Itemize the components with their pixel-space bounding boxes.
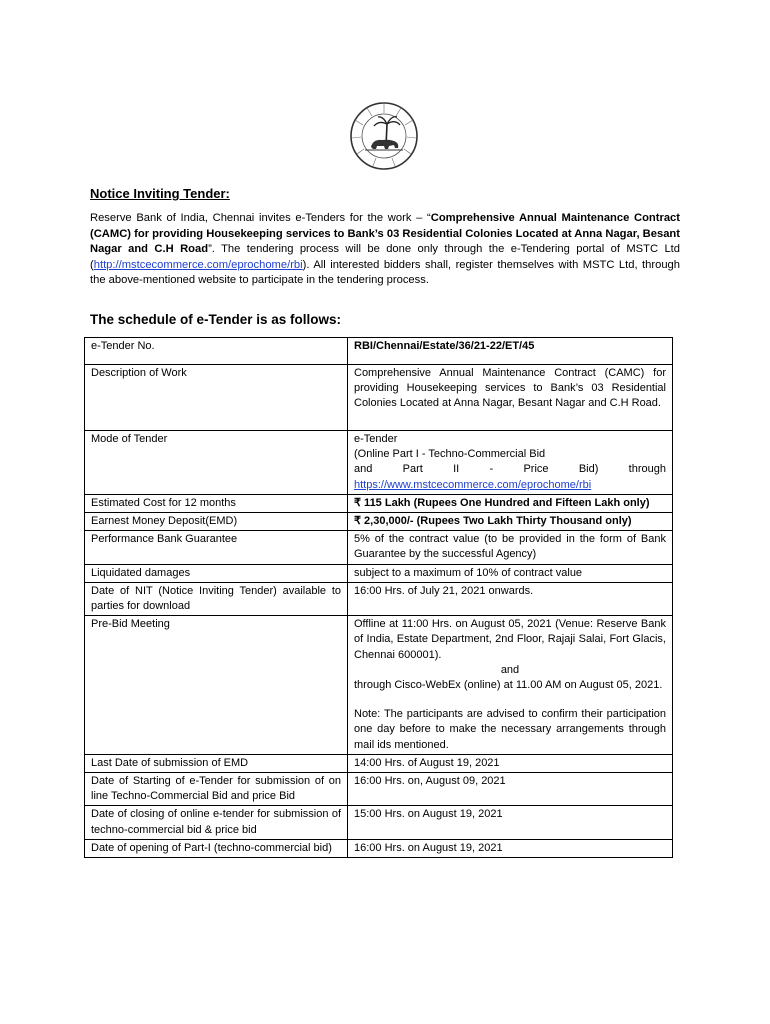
row-value: ₹ 115 Lakh (Rupees One Hundred and Fifteen Lakh only): [348, 494, 673, 512]
schedule-table: [84, 337, 673, 858]
word: Price: [523, 463, 549, 476]
word: II: [453, 463, 460, 476]
table-row: [85, 513, 673, 531]
mstc-link[interactable]: http://mstcecommerce.com/eprochome/rbi: [93, 258, 303, 271]
table-row: [85, 616, 673, 755]
row-key: Date of opening of Part-I (techno-commercial bid): [85, 839, 348, 857]
prebid-and: and: [500, 663, 520, 676]
intro-work-title: Comprehensive Annual Maintenance Contract (CAMC) for providing Housekeeping services to Bank’s 03 Residential Colonies Located at Anna Nagar, Besant Nagar and C.H Road: [90, 212, 681, 256]
mstc-portal-link[interactable]: https://www.mstcecommerce.com/eprochome/rbi: [354, 478, 592, 491]
table-row: [85, 564, 673, 582]
table-row: [85, 365, 673, 431]
row-key: Mode of Tender: [85, 431, 348, 495]
row-key: Description of Work: [85, 365, 348, 431]
mode-line: e-Tender: [354, 433, 398, 445]
word: and: [354, 463, 373, 476]
word: through: [628, 463, 666, 476]
table-row: [85, 839, 673, 857]
row-key: Date of Starting of e-Tender for submission of on line Techno-Commercial Bid and price Bid: [85, 773, 348, 806]
schedule-heading: The schedule of e-Tender is as follows:: [90, 312, 342, 327]
mode-line: [354, 462, 666, 477]
row-key: Date of NIT (Notice Inviting Tender) available to parties for download: [85, 582, 348, 615]
word: Bid): [578, 463, 599, 476]
table-row: [85, 531, 673, 564]
row-key: Performance Bank Guarantee: [85, 531, 348, 564]
prebid-note: Note: The participants are advised to confirm their participation one day before to make the necessary arrangements through mail ids mentioned.: [354, 708, 666, 751]
table-row: [85, 806, 673, 839]
intro-paragraph: [90, 211, 680, 289]
spacer: [354, 693, 666, 707]
row-value: 15:00 Hrs. on August 19, 2021: [348, 806, 673, 839]
row-value: subject to a maximum of 10% of contract value: [348, 564, 673, 582]
row-key: Date of closing of online e-tender for submission of techno-commercial bid & price bid: [85, 806, 348, 839]
row-value: Comprehensive Annual Maintenance Contract (CAMC) for providing Housekeeping services to Bank’s 03 Residential Colonies Located at Anna Nagar, Besant Nagar and C.H Road.: [348, 365, 673, 431]
table-row: [85, 773, 673, 806]
intro-text: ). All interested bidders shall, register themselves with MSTC Ltd, through the above-mentioned website to participate in the tendering process.: [90, 258, 680, 287]
table-row: [85, 338, 673, 365]
row-value: RBI/Chennai/Estate/36/21-22/ET/45: [348, 338, 673, 365]
row-value: 14:00 Hrs. of August 19, 2021: [348, 754, 673, 772]
row-key: Estimated Cost for 12 months: [85, 494, 348, 512]
notice-heading: Notice Inviting Tender:: [90, 186, 230, 201]
intro-text: Reserve Bank of India, Chennai invites e-Tenders for the work – “: [90, 212, 431, 224]
row-value: [348, 616, 673, 755]
row-key: Earnest Money Deposit(EMD): [85, 513, 348, 531]
prebid-offline: Offline at 11:00 Hrs. on August 05, 2021 (Venue: Reserve Bank of India, Estate Department, 2nd Floor, Rajaji Salai, Fort Glacis, Chennai 600001).: [354, 618, 666, 661]
row-value: 16:00 Hrs. of July 21, 2021 onwards.: [348, 582, 673, 615]
table-row: [85, 582, 673, 615]
word: -: [489, 463, 494, 476]
row-value: 16:00 Hrs. on, August 09, 2021: [348, 773, 673, 806]
rbi-seal-logo: [345, 100, 423, 172]
prebid-online: through Cisco-WebEx (online) at 11.00 AM on August 05, 2021.: [354, 679, 663, 692]
row-value: 5% of the contract value (to be provided in the form of Bank Guarantee by the successful Agency): [348, 531, 673, 564]
row-key: e-Tender No.: [85, 338, 348, 365]
table-row: [85, 494, 673, 512]
intro-text: ”. The tendering process will be done only through the e-Tendering portal of MSTC Ltd (: [90, 243, 680, 271]
row-value: [348, 431, 673, 495]
table-row: [85, 754, 673, 772]
row-key: Liquidated damages: [85, 564, 348, 582]
row-key: Pre-Bid Meeting: [85, 616, 348, 755]
row-value: ₹ 2,30,000/- (Rupees Two Lakh Thirty Thousand only): [348, 513, 673, 531]
row-key: Last Date of submission of EMD: [85, 754, 348, 772]
row-value: 16:00 Hrs. on August 19, 2021: [348, 839, 673, 857]
table-row: [85, 431, 673, 495]
word: Part: [402, 463, 423, 476]
mode-line: (Online Part I - Techno-Commercial Bid: [354, 448, 546, 461]
